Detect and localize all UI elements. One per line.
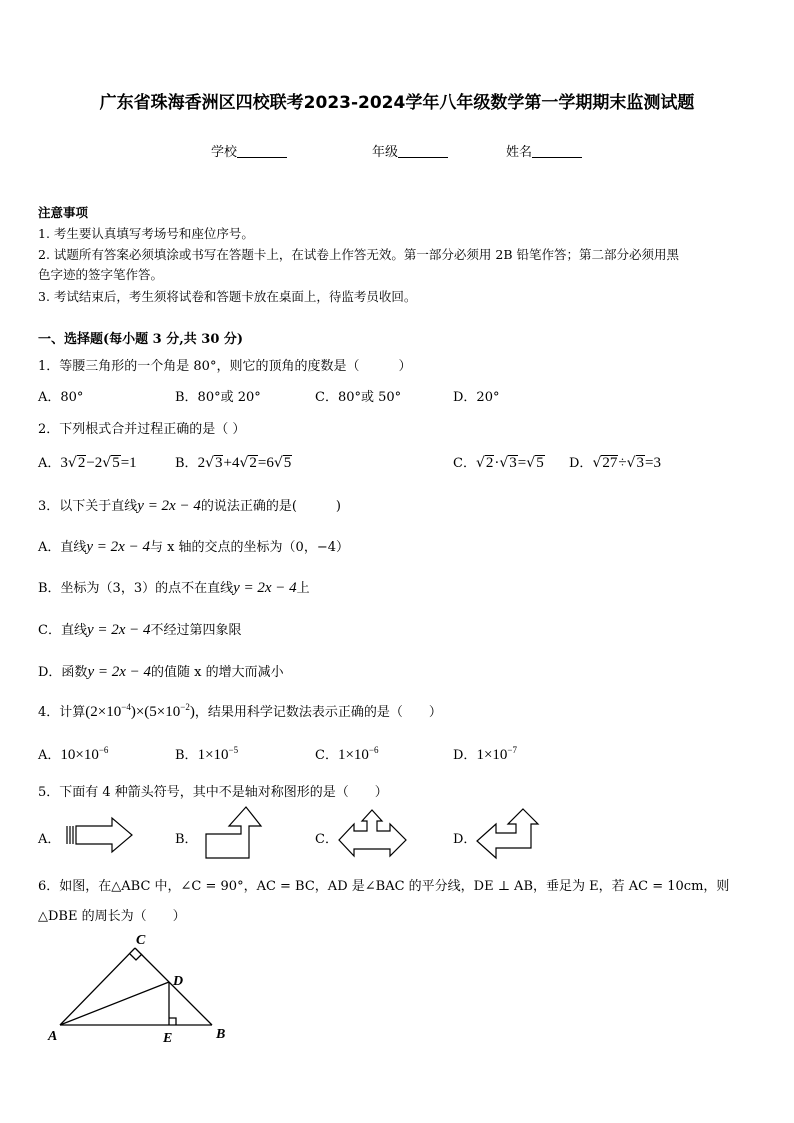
- q5-option-d-label: D．: [453, 832, 477, 847]
- q4-option-c-value: $1\times 10^{-6}$: [337, 745, 379, 763]
- segment-ac: [60, 948, 135, 1025]
- point-d-label: D: [173, 974, 184, 989]
- q3-stem-post: 的说法正确的是( ): [200, 499, 341, 514]
- q4-option-d: [453, 744, 517, 764]
- q4-stem-pre: 4．计算: [38, 705, 86, 720]
- point-b-label: B: [216, 1027, 226, 1042]
- segment-ad: [60, 982, 169, 1025]
- q3-equation: y = 2x − 4: [233, 580, 297, 596]
- q2-option-c-formula: √2·√3=√5: [475, 455, 544, 471]
- q3-option-d-post: 的值随 x 的增大而减小: [151, 665, 284, 680]
- q1-option-c: C．80°或 50°: [315, 390, 402, 405]
- q3-option-b: [38, 577, 310, 597]
- q4-option-a-label: A．: [38, 748, 61, 763]
- q3-option-d: [38, 661, 284, 681]
- arrow-c-icon: [338, 809, 408, 859]
- grade-blank[interactable]: [398, 145, 448, 158]
- q3-option-b-post: 上: [296, 581, 310, 596]
- right-angle-c: [130, 954, 142, 960]
- q3-option-a: [38, 536, 349, 556]
- school-blank[interactable]: [237, 145, 287, 158]
- q2-option-a: [38, 452, 137, 472]
- q2-option-d: [569, 452, 661, 472]
- q4-option-d-label: D．: [453, 748, 477, 763]
- q2-option-b-label: B．: [175, 456, 198, 471]
- q4-option-c-label: C．: [315, 748, 338, 763]
- q2-option-b: [175, 452, 292, 472]
- q3-option-a-post: 与 x 轴的交点的坐标为（0，−4）: [149, 540, 349, 555]
- q6-stem-line2: △DBE 的周长为（ ）: [38, 909, 186, 924]
- q3-equation: y = 2x − 4: [87, 664, 151, 680]
- q3-stem-pre: 3．以下关于直线: [38, 499, 138, 514]
- notice-item: 色字迹的签字笔作答。: [38, 267, 164, 282]
- q5-option-a-label: A．: [38, 832, 61, 847]
- name-field[interactable]: [506, 141, 582, 160]
- notice-item: 3. 考试结束后，考生须将试卷和答题卡放在桌面上，待监考员收回。: [38, 289, 417, 304]
- q2-option-b-formula: 2√3+4√2=6√5: [197, 455, 292, 471]
- q6-stem-line1: 6．如图，在△ABC 中，∠C = 90°，AC = BC，AD 是∠BAC 的平分线，DE ⊥ AB，垂足为 E，若 AC = 10cm，则: [38, 879, 730, 894]
- name-blank[interactable]: [532, 145, 582, 158]
- grade-field[interactable]: [372, 141, 448, 160]
- q5-option-c-label: C．: [315, 832, 338, 847]
- page-title: 广东省珠海香洲区四校联考2023-2024学年八年级数学第一学期期末监测试题: [99, 93, 695, 113]
- q4-option-b-label: B．: [175, 748, 198, 763]
- q4-stem: [38, 701, 442, 721]
- q5-stem: 5．下面有 4 种箭头符号，其中不是轴对称图形的是（ ）: [38, 785, 388, 800]
- q3-option-c: [38, 619, 242, 639]
- q4-option-d-value: $1\times 10^{-7}$: [476, 745, 517, 763]
- grade-label: 年级: [372, 145, 399, 160]
- arrow-d-icon: [476, 808, 540, 864]
- arrow-a-icon: [66, 817, 136, 853]
- notice-heading: 注意事项: [38, 205, 89, 220]
- section-heading: 一、选择题(每小题 3 分,共 30 分): [38, 332, 244, 347]
- q3-equation: y = 2x − 4: [86, 622, 151, 638]
- q3-equation: y = 2x − 4: [137, 498, 201, 514]
- name-label: 姓名: [506, 145, 533, 160]
- q2-option-d-label: D．: [569, 456, 593, 471]
- q4-option-c: [315, 744, 379, 764]
- q4-option-a-value: $10\times 10^{-6}$: [60, 745, 109, 763]
- q2-option-c: [453, 452, 545, 472]
- q2-option-a-formula: 3√2−2√5=1: [60, 455, 137, 471]
- q2-stem: 2．下列根式合并过程正确的是（ ）: [38, 422, 246, 437]
- q3-option-c-post: 不经过第四象限: [150, 623, 242, 638]
- q1-option-a: A．80°: [38, 390, 84, 405]
- point-c-label: C: [136, 933, 146, 948]
- point-e-label: E: [163, 1031, 173, 1046]
- q3-option-c-pre: C．直线: [38, 623, 87, 638]
- right-angle-e: [169, 1018, 176, 1025]
- q4-option-a: [38, 744, 108, 764]
- q2-option-d-formula: √27÷√3=3: [592, 455, 661, 471]
- q2-option-c-label: C．: [453, 456, 476, 471]
- school-label: 学校: [211, 145, 238, 160]
- notice-item: 2. 试题所有答案必须填涂或书写在答题卡上，在试卷上作答无效。第一部分必须用 2B 铅笔作答；第二部分必须用黑: [38, 247, 679, 262]
- q1-stem: 1．等腰三角形的一个角是 80°，则它的顶角的度数是（ ）: [38, 359, 412, 374]
- q2-option-a-label: A．: [38, 456, 61, 471]
- arrow-b-icon: [205, 806, 265, 860]
- q3-equation: y = 2x − 4: [86, 539, 150, 555]
- q1-option-b: B．80°或 20°: [175, 390, 261, 405]
- q4-option-b: [175, 744, 238, 764]
- q3-option-a-pre: A．直线: [38, 540, 87, 555]
- q3-stem: [38, 495, 341, 515]
- q4-expression: $(2\times 10^{-4})\times(5\times 10^{-2})$: [85, 702, 195, 720]
- q3-option-b-pre: B．坐标为（3，3）的点不在直线: [38, 581, 234, 596]
- q1-option-d: D．20°: [453, 390, 500, 405]
- notice-item: 1. 考生要认真填写考场号和座位序号。: [38, 226, 254, 241]
- point-a-label: A: [48, 1029, 58, 1044]
- q4-stem-post: ，结果用科学记数法表示正确的是（ ）: [194, 705, 442, 720]
- triangle-figure: [40, 930, 250, 1050]
- q4-option-b-value: $1\times 10^{-5}$: [197, 745, 239, 763]
- q5-option-b-label: B．: [175, 832, 198, 847]
- school-field[interactable]: [211, 141, 287, 160]
- q3-option-d-pre: D．函数: [38, 665, 88, 680]
